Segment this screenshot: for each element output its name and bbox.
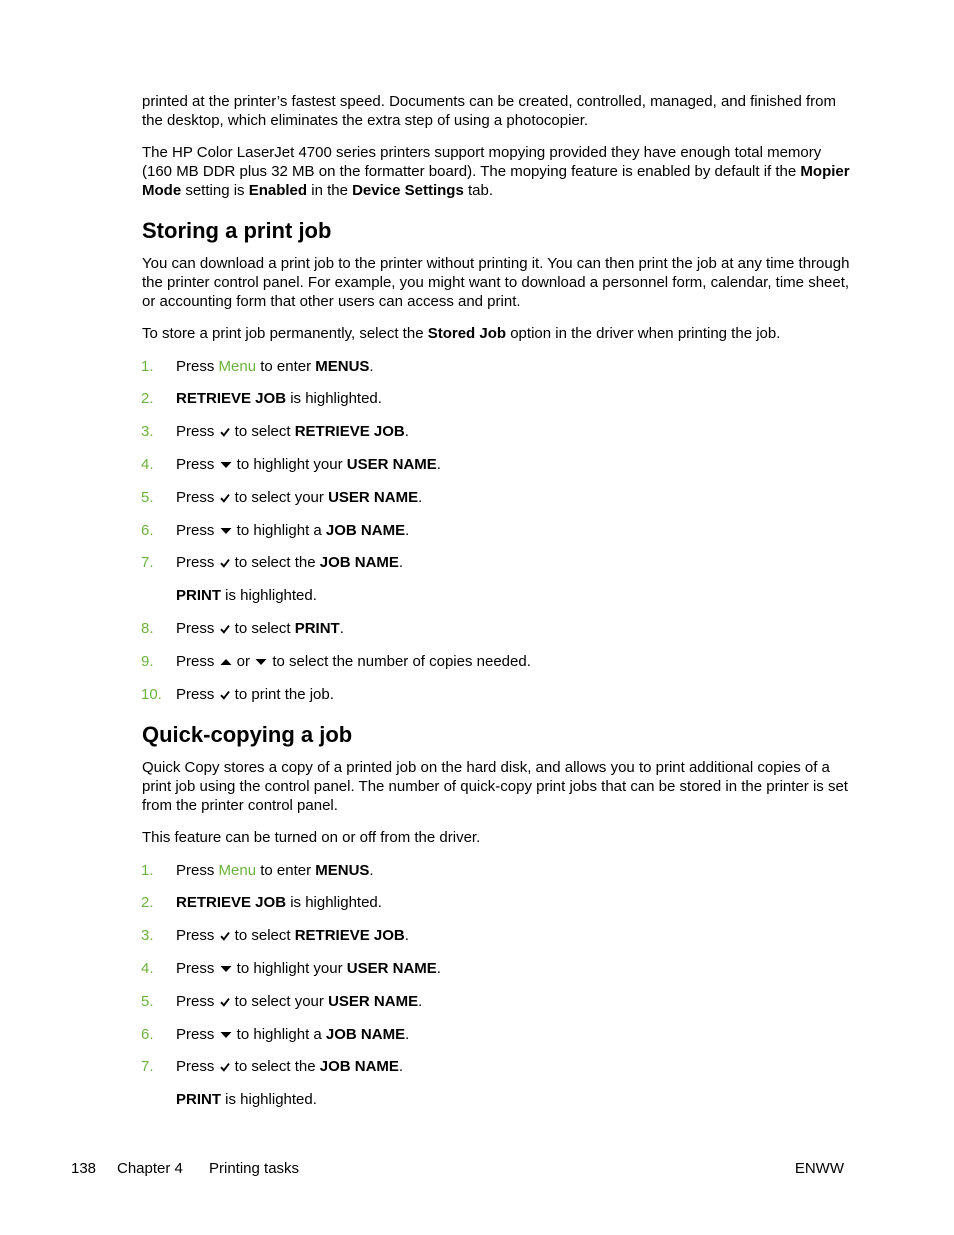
text-run: . [369, 357, 374, 375]
list-item [142, 554, 854, 573]
text-run: . [418, 992, 423, 1010]
list-item [142, 927, 854, 946]
text-run: to select the [230, 1058, 320, 1076]
list-item [142, 620, 854, 639]
checkmark-icon [220, 690, 230, 700]
down-arrow-icon [220, 461, 232, 469]
quick-copy-heading: Quick-copying a job [142, 722, 353, 748]
step-number: 5. [141, 992, 154, 1010]
print-term: PRINT [176, 587, 221, 605]
footer-doc-code: ENWW [794, 1160, 844, 1177]
text-run: to select your [230, 488, 329, 506]
retrieve-job-term: RETRIEVE JOB [294, 423, 405, 441]
menus-term: MENUS [315, 861, 370, 879]
list-item [142, 390, 854, 409]
text-run: Press [176, 992, 219, 1010]
step-number: 7. [141, 1058, 154, 1076]
list-item [142, 894, 854, 913]
down-arrow-icon [255, 658, 267, 666]
job-name-term: JOB NAME [325, 1025, 406, 1043]
step-number: 9. [141, 652, 154, 670]
text-run: to select your [230, 992, 329, 1010]
quick-copy-steps-list [142, 862, 854, 1110]
text-run: . [436, 456, 441, 474]
quick-copy-paragraph-2: This feature can be turned on or off from the driver. [142, 829, 481, 847]
text-run: to highlight a [232, 521, 326, 539]
job-name-term: JOB NAME [319, 1058, 399, 1076]
text-run: . [405, 1025, 410, 1043]
text-run: to select the number of copies needed. [268, 652, 531, 670]
page-footer [71, 1160, 844, 1180]
step-number: 1. [141, 861, 154, 879]
text-run: Press [176, 620, 219, 638]
list-item [142, 423, 854, 442]
print-term: PRINT [294, 620, 340, 638]
checkmark-icon [220, 427, 230, 437]
text-run: . [398, 554, 404, 572]
text-run: . [369, 861, 374, 879]
text-run: is highlighted. [286, 390, 382, 408]
step-number: 4. [141, 456, 154, 474]
text-run: Press [176, 927, 219, 945]
intro-paragraph-2 [142, 144, 854, 200]
text-run: The HP Color LaserJet 4700 series printers support mopying provided they have enough total memory (160 MB DDR plus 32 MB on the formatter board). The mopying feature is enabled by default if the [142, 144, 822, 180]
text-run: setting is [181, 181, 249, 199]
print-term: PRINT [176, 1091, 221, 1109]
text-run: is highlighted. [221, 587, 317, 605]
text-run: To store a print job permanently, select the [142, 325, 428, 343]
job-name-term: JOB NAME [325, 521, 406, 539]
text-run: to highlight your [232, 960, 347, 978]
text-run: is highlighted. [286, 894, 382, 912]
list-item [142, 960, 854, 979]
user-name-term: USER NAME [328, 992, 419, 1010]
text-run: Press [176, 488, 219, 506]
menu-key-label: Menu [218, 861, 257, 879]
page-content [142, 93, 854, 1124]
list-item [142, 1058, 854, 1077]
list-item [142, 489, 854, 508]
storing-steps-list [142, 358, 854, 705]
checkmark-icon [220, 624, 230, 634]
text-run: . [339, 620, 344, 638]
page-number: 138 [71, 1160, 97, 1177]
text-run: to print the job. [230, 685, 334, 703]
checkmark-icon [220, 558, 230, 568]
job-name-term: JOB NAME [319, 554, 399, 572]
footer-section-title: Printing tasks [209, 1160, 300, 1177]
retrieve-job-term: RETRIEVE JOB [176, 894, 287, 912]
text-run: to select the [230, 554, 320, 572]
text-run: . [405, 521, 410, 539]
menu-key-label: Menu [218, 357, 257, 375]
text-run: tab. [463, 181, 493, 199]
step-number: 5. [141, 488, 154, 506]
text-run: Press [176, 685, 219, 703]
text-run: to select [230, 620, 295, 638]
storing-heading: Storing a print job [142, 218, 332, 244]
down-arrow-icon [220, 527, 232, 535]
text-run: to enter [256, 357, 316, 375]
text-run: Press [176, 861, 219, 879]
step-number: 3. [141, 927, 154, 945]
up-arrow-icon [220, 658, 232, 666]
text-run: to enter [256, 861, 316, 879]
list-item [142, 358, 854, 377]
list-item [142, 993, 854, 1012]
list-item [142, 653, 854, 672]
text-run: to select [230, 927, 295, 945]
text-run: . [436, 960, 441, 978]
checkmark-icon [220, 1062, 230, 1072]
list-item [142, 686, 854, 705]
list-item [142, 456, 854, 475]
device-settings-term: Device Settings [352, 181, 464, 199]
step-number: 10. [141, 685, 162, 703]
storing-paragraph-2 [142, 325, 854, 344]
text-run: in the [307, 181, 353, 199]
step-note [142, 587, 854, 606]
list-item [142, 862, 854, 881]
retrieve-job-term: RETRIEVE JOB [294, 927, 405, 945]
step-number: 2. [141, 894, 154, 912]
text-run: Press [176, 456, 219, 474]
footer-chapter: Chapter 4 [117, 1160, 183, 1177]
down-arrow-icon [220, 965, 232, 973]
step-number: 6. [141, 1025, 154, 1043]
intro-paragraph-1: printed at the printer’s fastest speed. Documents can be created, controlled, managed, and finished from the desktop, which eliminates the extra step of using a photocopier. [142, 93, 837, 129]
text-run: Press [176, 1058, 219, 1076]
text-run: Press [176, 521, 219, 539]
storing-paragraph-1: You can download a print job to the printer without printing it. You can then print the job at any time through the printer control panel. For example, you might want to download a personnel form, calendar, time sheet, or accounting form that other users can access and print. [142, 255, 850, 311]
step-number: 6. [141, 521, 154, 539]
text-run: . [398, 1058, 404, 1076]
retrieve-job-term: RETRIEVE JOB [176, 390, 287, 408]
text-run: is highlighted. [221, 1091, 317, 1109]
text-run: . [418, 488, 423, 506]
step-number: 4. [141, 960, 154, 978]
list-item [142, 522, 854, 541]
text-run: to highlight a [232, 1025, 326, 1043]
checkmark-icon [220, 997, 230, 1007]
step-number: 1. [141, 357, 154, 375]
quick-copy-paragraph-1: Quick Copy stores a copy of a printed job on the hard disk, and allows you to print additional copies of a print job using the control panel. The number of quick-copy print jobs that can be stored in the printer is set from the printer control panel. [142, 759, 848, 815]
enabled-term: Enabled [248, 181, 308, 199]
step-number: 2. [141, 390, 154, 408]
text-run: Press [176, 423, 219, 441]
user-name-term: USER NAME [346, 960, 437, 978]
mopier-mode-term: Mopier Mode [142, 162, 850, 199]
text-run: Press [176, 1025, 219, 1043]
checkmark-icon [220, 493, 230, 503]
list-item [142, 1026, 854, 1045]
stored-job-term: Stored Job [427, 325, 507, 343]
step-number: 3. [141, 423, 154, 441]
user-name-term: USER NAME [346, 456, 437, 474]
text-run: . [404, 927, 409, 945]
user-name-term: USER NAME [328, 488, 419, 506]
text-run: to select [230, 423, 295, 441]
down-arrow-icon [220, 1031, 232, 1039]
checkmark-icon [220, 931, 230, 941]
text-run: . [404, 423, 409, 441]
text-run: Press [176, 554, 219, 572]
text-run: or [232, 652, 255, 670]
text-run: option in the driver when printing the job. [506, 325, 781, 343]
text-run: Press [176, 357, 219, 375]
text-run: to highlight your [232, 456, 347, 474]
menus-term: MENUS [315, 357, 370, 375]
step-note [142, 1091, 854, 1110]
text-run: Press [176, 652, 219, 670]
step-number: 8. [141, 620, 154, 638]
step-number: 7. [141, 554, 154, 572]
text-run: Press [176, 960, 219, 978]
